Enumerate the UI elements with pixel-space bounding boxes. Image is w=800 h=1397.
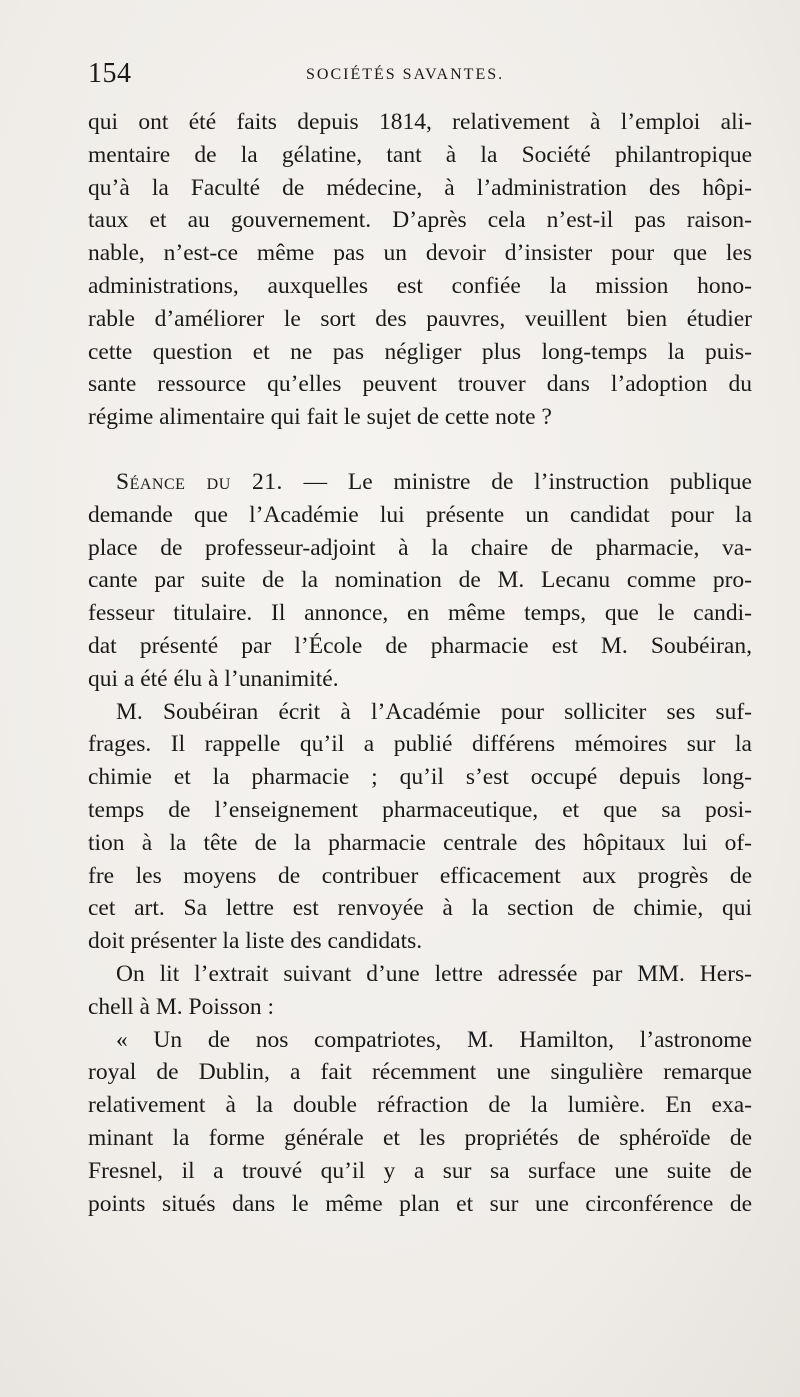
- text-line: tion à la tête de la pharmacie centrale des hôpitaux lui of-: [88, 829, 752, 856]
- text-line: M. Soubéiran écrit à l’Académie pour solliciter ses suf-: [116, 698, 752, 725]
- page-number: 154: [88, 58, 132, 89]
- text-line: qu’à la Faculté de médecine, à l’administration des hôpi-: [88, 174, 752, 201]
- body-text: [88, 106, 752, 1220]
- text-line: qui ont été faits depuis 1814, relativement à l’emploi ali-: [88, 109, 752, 135]
- text-line: temps de l’enseignement pharmaceutique, et que sa posi-: [88, 796, 752, 823]
- text-line: chimie et la pharmacie ; qu’il s’est occupé depuis long-: [88, 764, 752, 791]
- text-line: On lit l’extrait suivant d’une lettre adressée par MM. Hers-: [116, 960, 752, 987]
- text-line: administrations, auxquelles est confiée la mission hono-: [88, 272, 752, 299]
- text-line: « Un de nos compatriotes, M. Hamilton, l’astronome: [116, 1026, 752, 1053]
- paragraph-gap: [88, 434, 752, 466]
- seance-line: [88, 466, 752, 499]
- text-line: nable, n’est-ce même pas un devoir d’insister pour que les: [88, 240, 752, 267]
- text-line: Fresnel, il a trouvé qu’il y a sur sa surface une suite de: [88, 1157, 752, 1184]
- seance-text: — Le ministre de l’instruction publique: [282, 468, 752, 495]
- text-line: points situés dans le même plan et sur une circonférence de: [88, 1190, 752, 1217]
- text-line: qui a été élu à l’unanimité.: [88, 665, 339, 692]
- text-line: place de professeur-adjoint à la chaire de pharmacie, va-: [88, 534, 752, 561]
- text-line: demande que l’Académie lui présente un candidat pour la: [88, 501, 752, 528]
- text-line: doit présenter la liste des candidats.: [88, 928, 423, 955]
- text-line: fesseur titulaire. Il annonce, en même temps, que le candi-: [88, 600, 752, 627]
- text-line: relativement à la double réfraction de la lumière. En exa-: [88, 1092, 752, 1119]
- text-line: frages. Il rappelle qu’il a publié différens mémoires sur la: [88, 731, 752, 758]
- text-line: chell à M. Poisson :: [88, 993, 275, 1020]
- text-line: mentaire de la gélatine, tant à la Société philantropique: [88, 141, 752, 168]
- running-title: SOCIÉTÉS SAVANTES.: [306, 66, 505, 83]
- text-line: minant la forme générale et les propriétés de sphéroïde de: [88, 1124, 752, 1151]
- text-line: régime alimentaire qui fait le sujet de cette note ?: [88, 404, 552, 431]
- text-line: sante ressource qu’elles peuvent trouver dans l’adoption du: [88, 371, 752, 398]
- running-head: [88, 58, 758, 94]
- text-line: fre les moyens de contribuer efficacement aux progrès de: [88, 862, 752, 889]
- text-line: taux et au gouvernement. D’après cela n’est-il pas raison-: [88, 207, 752, 234]
- seance-heading: Séance du 21.: [116, 468, 283, 495]
- text-line: royal de Dublin, a fait récemment une singulière remarque: [88, 1059, 752, 1086]
- text-line: cet art. Sa lettre est renvoyée à la section de chimie, qui: [88, 895, 752, 922]
- text-line: dat présenté par l’École de pharmacie est M. Soubéiran,: [88, 632, 752, 659]
- text-line: cante par suite de la nomination de M. Lecanu comme pro-: [88, 567, 752, 594]
- text-line: cette question et ne pas négliger plus long-temps la puis-: [88, 338, 752, 365]
- text-line: rable d’améliorer le sort des pauvres, veuillent bien étudier: [88, 305, 752, 332]
